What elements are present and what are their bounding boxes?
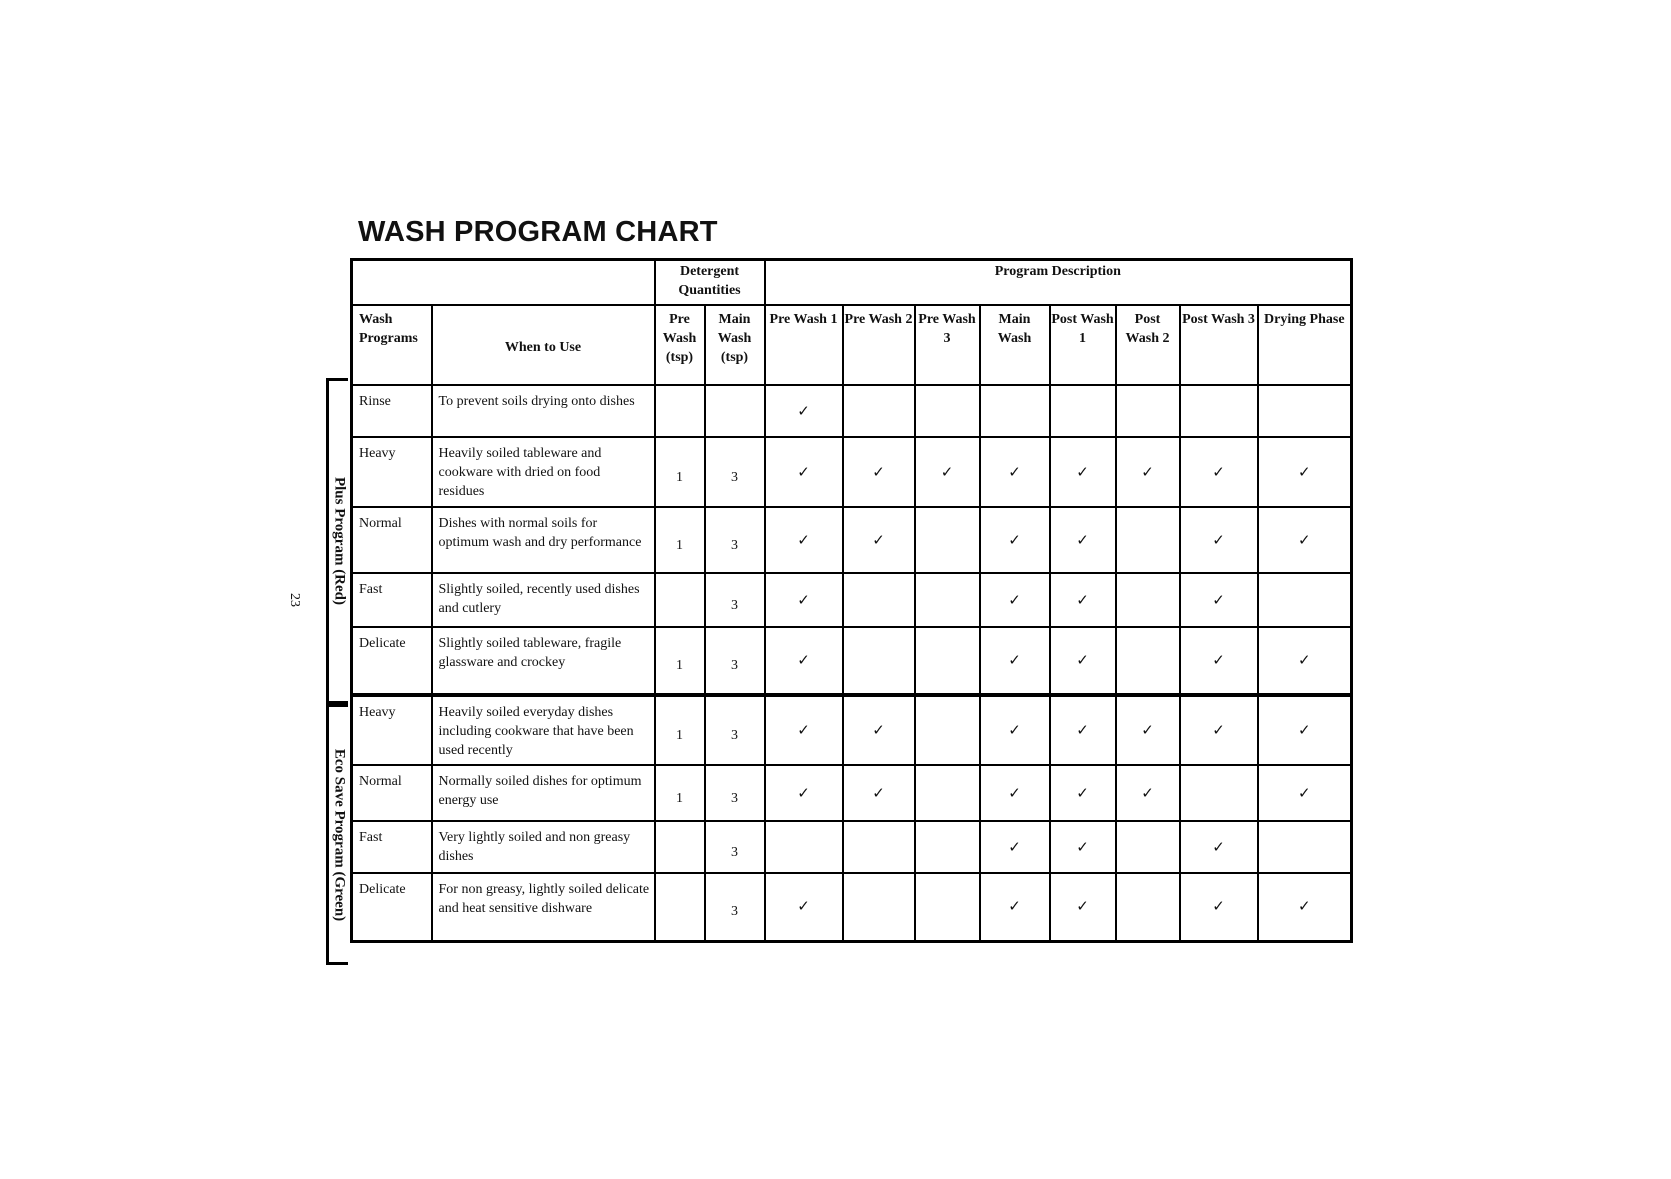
group-header-row	[352, 260, 1352, 306]
col-header-pre-wash-2: Pre Wash 2	[843, 305, 915, 385]
table-row	[352, 765, 1352, 821]
phase-cell	[1258, 507, 1352, 573]
col-header-post-wash-2: Post Wash 2	[1116, 305, 1180, 385]
phase-cell	[915, 507, 980, 573]
checkmark-icon: ✓	[1008, 837, 1021, 856]
phase-cell	[1050, 821, 1116, 873]
when-to-use-cell: Normally soiled dishes for optimum energy use	[432, 765, 655, 821]
main-wash-tsp-cell: 3	[705, 627, 765, 695]
phase-cell	[1116, 385, 1180, 437]
phase-cell	[915, 873, 980, 941]
phase-cell	[843, 627, 915, 695]
phase-cell	[1180, 873, 1258, 941]
checkmark-icon: ✓	[1008, 590, 1021, 609]
phase-cell	[1180, 695, 1258, 765]
program-name-cell: Delicate	[352, 873, 432, 941]
phase-cell	[1258, 385, 1352, 437]
table-row	[352, 437, 1352, 507]
checkmark-icon: ✓	[797, 721, 810, 739]
checkmark-icon: ✓	[1076, 590, 1089, 609]
checkmark-icon: ✓	[797, 783, 810, 802]
when-to-use-cell: Slightly soiled, recently used dishes and cutlery	[432, 573, 655, 627]
phase-cell	[1050, 437, 1116, 507]
phase-cell	[765, 437, 843, 507]
checkmark-icon: ✓	[940, 462, 954, 481]
checkmark-icon: ✓	[797, 651, 810, 669]
checkmark-icon: ✓	[1141, 721, 1154, 739]
when-to-use-cell: Dishes with normal soils for optimum wash and dry performance	[432, 507, 655, 573]
checkmark-icon: ✓	[1298, 462, 1311, 481]
checkmark-icon: ✓	[1212, 651, 1225, 669]
checkmark-icon: ✓	[1298, 721, 1311, 739]
page-title: WASH PROGRAM CHART	[358, 216, 718, 248]
checkmark-icon: ✓	[1212, 837, 1225, 856]
phase-cell	[915, 695, 980, 765]
checkmark-icon: ✓	[872, 462, 885, 481]
phase-cell	[1258, 873, 1352, 941]
page-number: 23	[287, 593, 302, 607]
pre-wash-tsp-cell	[655, 573, 705, 627]
phase-cell	[765, 573, 843, 627]
checkmark-icon: ✓	[1008, 897, 1021, 916]
phase-cell	[1116, 695, 1180, 765]
program-description-header: Program Description	[765, 260, 1352, 306]
phase-cell	[915, 821, 980, 873]
checkmark-icon: ✓	[1008, 721, 1021, 739]
main-wash-tsp-cell	[705, 385, 765, 437]
checkmark-icon: ✓	[1008, 530, 1021, 549]
checkmark-icon: ✓	[1298, 783, 1311, 802]
when-to-use-cell: Slightly soiled tableware, fragile glassware and crockey	[432, 627, 655, 695]
pre-wash-tsp-cell: 1	[655, 437, 705, 507]
phase-cell	[765, 873, 843, 941]
phase-cell	[915, 437, 980, 507]
when-to-use-cell: Very lightly soiled and non greasy dishes	[432, 821, 655, 873]
phase-cell	[980, 695, 1050, 765]
table-row	[352, 695, 1352, 765]
program-name-cell: Fast	[352, 573, 432, 627]
phase-cell	[980, 873, 1050, 941]
checkmark-icon: ✓	[1076, 783, 1089, 802]
checkmark-icon: ✓	[1298, 530, 1311, 549]
col-header-pre-wash-tsp: Pre Wash (tsp)	[655, 305, 705, 385]
phase-cell	[843, 573, 915, 627]
main-wash-tsp-cell: 3	[705, 437, 765, 507]
phase-cell	[1258, 695, 1352, 765]
phase-cell	[1116, 573, 1180, 627]
pre-wash-tsp-cell: 1	[655, 627, 705, 695]
main-wash-tsp-cell: 3	[705, 873, 765, 941]
plus-program-group-label	[326, 378, 348, 704]
table-row	[352, 385, 1352, 437]
phase-cell	[765, 695, 843, 765]
phase-cell	[1258, 437, 1352, 507]
phase-cell	[915, 627, 980, 695]
checkmark-icon: ✓	[1212, 462, 1225, 481]
when-to-use-cell: For non greasy, lightly soiled delicate and heat sensitive dishware	[432, 873, 655, 941]
checkmark-icon: ✓	[1076, 530, 1089, 549]
group-label: Plus Program (Red)	[331, 476, 347, 606]
checkmark-icon: ✓	[1008, 651, 1021, 669]
phase-cell	[843, 873, 915, 941]
main-wash-tsp-cell: 3	[705, 573, 765, 627]
phase-cell	[915, 573, 980, 627]
phase-cell	[1258, 573, 1352, 627]
when-to-use-cell: To prevent soils drying onto dishes	[432, 385, 655, 437]
phase-cell	[843, 437, 915, 507]
phase-cell	[843, 385, 915, 437]
checkmark-icon: ✓	[797, 462, 810, 481]
phase-cell	[980, 437, 1050, 507]
phase-cell	[915, 765, 980, 821]
checkmark-icon: ✓	[872, 530, 885, 549]
table-row	[352, 573, 1352, 627]
col-header-main-wash-tsp: Main Wash (tsp)	[705, 305, 765, 385]
phase-cell	[843, 765, 915, 821]
phase-cell	[765, 821, 843, 873]
phase-cell	[1050, 873, 1116, 941]
checkmark-icon: ✓	[1141, 783, 1154, 802]
phase-cell	[1258, 821, 1352, 873]
phase-cell	[1258, 765, 1352, 821]
main-wash-tsp-cell: 3	[705, 765, 765, 821]
phase-cell	[843, 507, 915, 573]
pre-wash-tsp-cell	[655, 873, 705, 941]
col-header-wash-programs: Wash Programs	[352, 305, 432, 385]
checkmark-icon: ✓	[1076, 721, 1089, 739]
table-body	[352, 385, 1352, 941]
phase-cell	[765, 627, 843, 695]
checkmark-icon: ✓	[1298, 651, 1311, 669]
main-wash-tsp-cell: 3	[705, 507, 765, 573]
phase-cell	[1050, 695, 1116, 765]
pre-wash-tsp-cell	[655, 821, 705, 873]
checkmark-icon: ✓	[797, 897, 810, 916]
phase-cell	[980, 765, 1050, 821]
checkmark-icon: ✓	[1076, 462, 1089, 481]
phase-cell	[1180, 507, 1258, 573]
col-header-pre-wash-1: Pre Wash 1	[765, 305, 843, 385]
col-header-drying-phase: Drying Phase	[1258, 305, 1352, 385]
checkmark-icon: ✓	[1008, 462, 1021, 481]
phase-cell	[1180, 437, 1258, 507]
phase-cell	[1180, 765, 1258, 821]
phase-cell	[1050, 765, 1116, 821]
pre-wash-tsp-cell	[655, 385, 705, 437]
phase-cell	[915, 385, 980, 437]
pre-wash-tsp-cell: 1	[655, 507, 705, 573]
checkmark-icon: ✓	[872, 783, 885, 802]
phase-cell	[1180, 821, 1258, 873]
phase-cell	[980, 385, 1050, 437]
table-row	[352, 821, 1352, 873]
checkmark-icon: ✓	[872, 721, 885, 739]
phase-cell	[843, 821, 915, 873]
program-name-cell: Heavy	[352, 437, 432, 507]
phase-cell	[980, 573, 1050, 627]
phase-cell	[1050, 507, 1116, 573]
phase-cell	[980, 507, 1050, 573]
phase-cell	[765, 765, 843, 821]
program-name-cell: Rinse	[352, 385, 432, 437]
phase-cell	[980, 627, 1050, 695]
table-row	[352, 507, 1352, 573]
col-header-post-wash-1: Post Wash 1	[1050, 305, 1116, 385]
checkmark-icon: ✓	[1212, 590, 1225, 609]
checkmark-icon: ✓	[1298, 897, 1311, 916]
phase-cell	[1180, 627, 1258, 695]
phase-cell	[1050, 573, 1116, 627]
phase-cell	[765, 385, 843, 437]
checkmark-icon: ✓	[1076, 651, 1089, 669]
phase-cell	[1116, 821, 1180, 873]
wash-program-table	[350, 258, 1353, 943]
main-wash-tsp-cell: 3	[705, 821, 765, 873]
checkmark-icon: ✓	[797, 401, 810, 420]
checkmark-icon: ✓	[1076, 837, 1089, 856]
detergent-quantities-header: Detergent Quantities	[655, 260, 765, 306]
col-header-when-to-use: When to Use	[432, 305, 655, 385]
phase-cell	[1180, 573, 1258, 627]
program-name-cell: Normal	[352, 765, 432, 821]
checkmark-icon: ✓	[1141, 462, 1154, 481]
phase-cell	[765, 507, 843, 573]
phase-cell	[1258, 627, 1352, 695]
checkmark-icon: ✓	[1076, 897, 1089, 916]
phase-cell	[1116, 437, 1180, 507]
phase-cell	[1116, 507, 1180, 573]
col-header-main-wash: Main Wash	[980, 305, 1050, 385]
checkmark-icon: ✓	[797, 590, 810, 609]
phase-cell	[980, 821, 1050, 873]
column-header-row	[352, 305, 1352, 385]
program-name-cell: Fast	[352, 821, 432, 873]
checkmark-icon: ✓	[1212, 897, 1225, 916]
main-wash-tsp-cell: 3	[705, 695, 765, 765]
phase-cell	[1116, 765, 1180, 821]
checkmark-icon: ✓	[1212, 721, 1225, 739]
program-name-cell: Normal	[352, 507, 432, 573]
pre-wash-tsp-cell: 1	[655, 695, 705, 765]
blank-header-cell	[352, 260, 655, 306]
col-header-pre-wash-3: Pre Wash 3	[915, 305, 980, 385]
program-name-cell: Delicate	[352, 627, 432, 695]
eco-save-program-group-label	[326, 704, 348, 965]
group-label: Eco Save Program (Green)	[331, 748, 347, 921]
table-row	[352, 873, 1352, 941]
when-to-use-cell: Heavily soiled everyday dishes including cookware that have been used recently	[432, 695, 655, 765]
checkmark-icon: ✓	[1008, 783, 1021, 802]
phase-cell	[1116, 873, 1180, 941]
checkmark-icon: ✓	[797, 530, 810, 549]
phase-cell	[1050, 385, 1116, 437]
col-header-post-wash-3: Post Wash 3	[1180, 305, 1258, 385]
checkmark-icon: ✓	[1212, 530, 1225, 549]
table-row	[352, 627, 1352, 695]
program-name-cell: Heavy	[352, 695, 432, 765]
phase-cell	[1116, 627, 1180, 695]
phase-cell	[1180, 385, 1258, 437]
phase-cell	[843, 695, 915, 765]
phase-cell	[1050, 627, 1116, 695]
pre-wash-tsp-cell: 1	[655, 765, 705, 821]
when-to-use-cell: Heavily soiled tableware and cookware with dried on food residues	[432, 437, 655, 507]
